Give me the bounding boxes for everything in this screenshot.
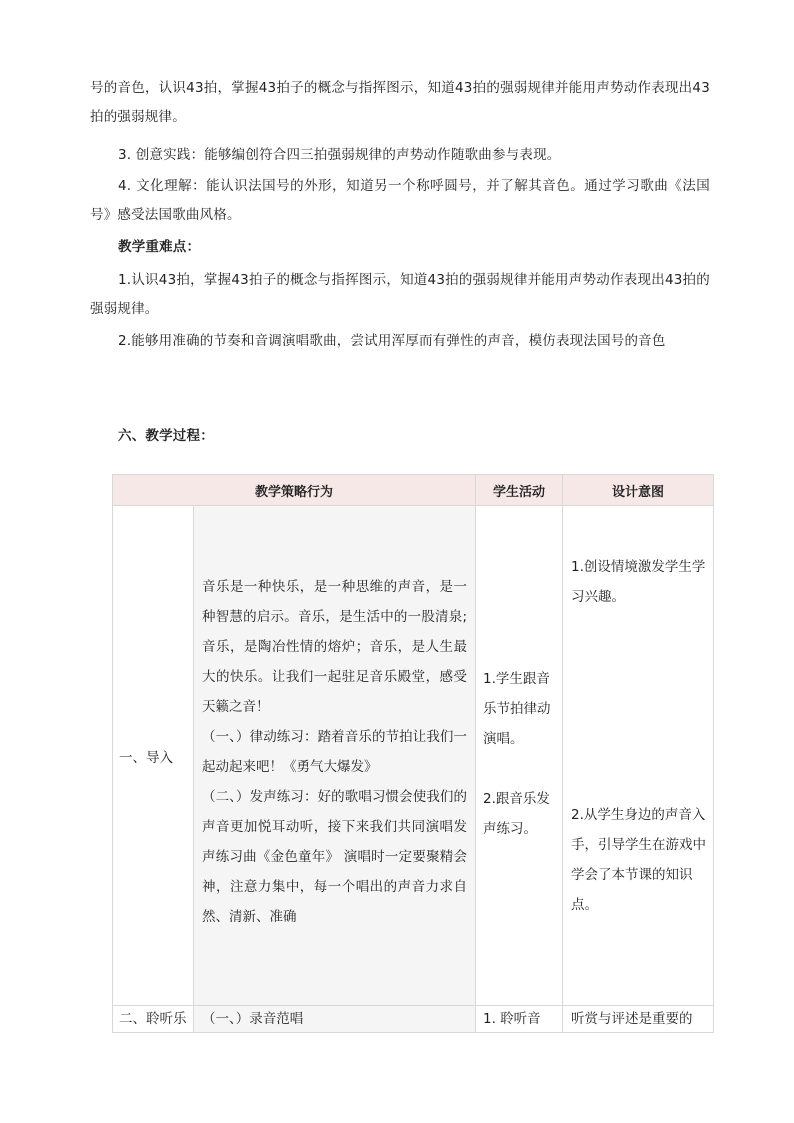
teaching-process-table bbox=[112, 474, 714, 1033]
strategy-intro-text: 音乐是一种快乐，是一种思维的声音，是一种智慧的启示。音乐，是生活中的一股清泉;音乐，是陶冶性情的熔炉；音乐，是人生最大的快乐。让我们一起驻足音乐殿堂，感受天籁之音！ bbox=[202, 579, 468, 715]
objective-cultural-understanding: 4. 文化理解：能认识法国号的外形，知道另一个称呼圆号，并了解其音色。通过学习歌曲《法国号》感受法国歌曲风格。 bbox=[90, 178, 710, 223]
design-intent-2: 2.从学生身边的声音入手，引导学生在游戏中学会了本节课的知识点。 bbox=[571, 807, 707, 913]
design-intent-1: 1.创设情境激发学生学习兴趣。 bbox=[571, 559, 706, 605]
objective-continued: 号的音色，认识43拍，掌握43拍子的概念与指挥图示，知道43拍的强弱规律并能用声势动作表现出43拍的强弱规律。 bbox=[90, 80, 710, 125]
stage-intro: 一、导入 bbox=[113, 506, 194, 1006]
strategy-vocal-exercise: （二、）发声练习：好的歌唱习惯会使我们的声音更加悦耳动听，接下来我们共同演唱发声练习曲《金色童年》 演唱时一定要聚精会神，注意力集中，每一个唱出的声音力求自然、清新、准确 bbox=[202, 789, 468, 925]
key-points-heading: 教学重难点： bbox=[118, 239, 201, 255]
student-activity-intro bbox=[476, 506, 563, 1006]
student-activity-listening: 1. 聆听音 bbox=[476, 1006, 563, 1033]
table-row bbox=[113, 506, 714, 1006]
header-student-activity: 学生活动 bbox=[476, 475, 563, 506]
header-strategy: 教学策略行为 bbox=[113, 475, 476, 506]
design-intent-intro bbox=[563, 506, 714, 1006]
key-point-2: 2.能够用准确的节奏和音调演唱歌曲，尝试用浑厚而有弹性的声音，模仿表现法国号的音色 bbox=[118, 333, 666, 349]
strategy-intro bbox=[194, 506, 476, 1006]
header-design-intent: 设计意图 bbox=[563, 475, 714, 506]
student-activity-2: 2.跟音乐发声练习。 bbox=[483, 791, 550, 837]
table-row bbox=[113, 1006, 714, 1033]
key-point-1: 1.认识43拍，掌握43拍子的概念与指挥图示，知道43拍的强弱规律并能用声势动作表现出43拍的强弱规律。 bbox=[90, 272, 710, 317]
design-intent-listening: 听赏与评述是重要的 bbox=[563, 1006, 714, 1033]
process-heading: 六、教学过程： bbox=[118, 428, 214, 444]
stage-listening: 二、聆听乐 bbox=[113, 1006, 194, 1033]
student-activity-1: 1.学生跟音乐节拍律动演唱。 bbox=[483, 671, 551, 747]
strategy-rhythm-exercise: （一、）律动练习：踏着音乐的节拍让我们一起动起来吧！《勇气大爆发》 bbox=[202, 729, 468, 775]
strategy-listening: （一、）录音范唱 bbox=[194, 1006, 476, 1033]
objective-creative-practice: 3. 创意实践：能够编创符合四三拍强弱规律的声势动作随歌曲参与表现。 bbox=[118, 147, 561, 163]
table-header-row bbox=[113, 475, 714, 506]
